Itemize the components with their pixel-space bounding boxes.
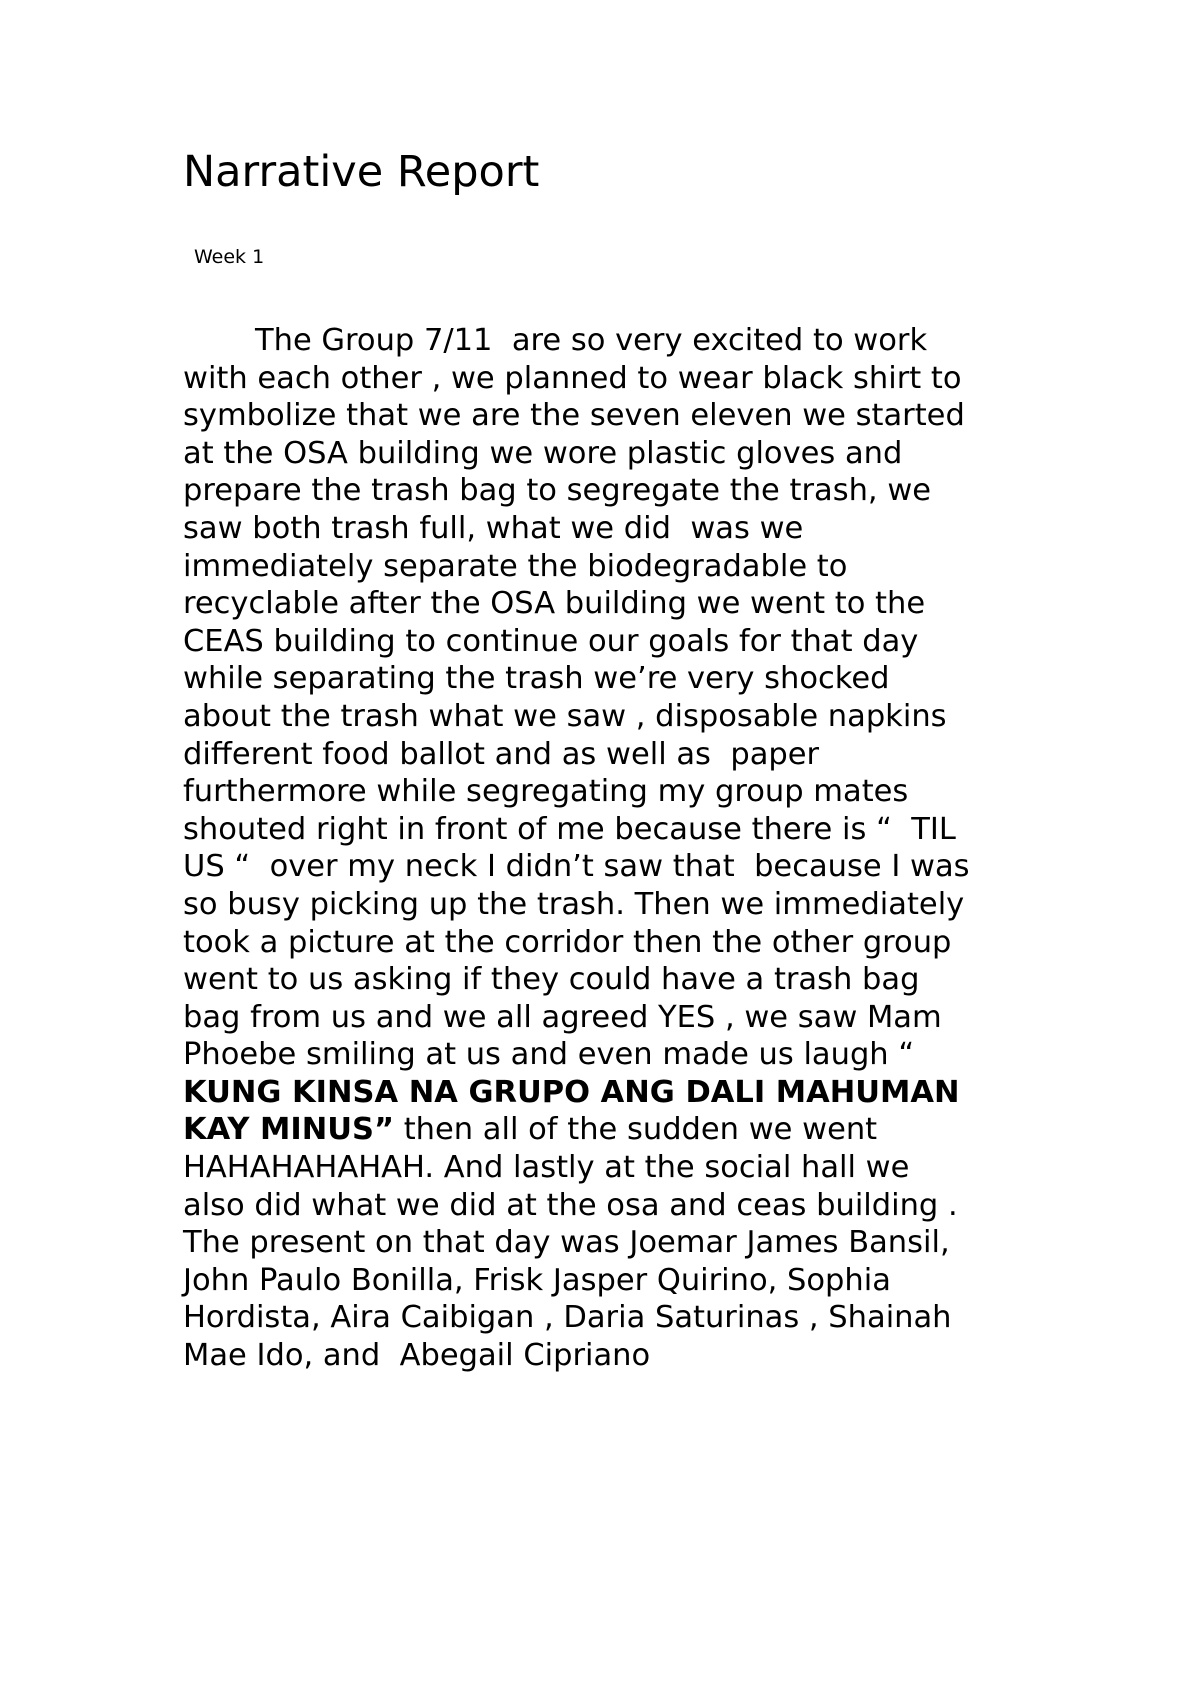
paragraph-line: furthermore while segregating my group mates [183, 774, 909, 810]
paragraph-line: Phoebe smiling at us and even made us laugh “ [183, 1037, 915, 1073]
paragraph-line [183, 1111, 1043, 1149]
paragraph-line: CEAS building to continue our goals for that day [183, 623, 919, 659]
paragraph-line: recyclable after the OSA building we went to the [183, 586, 926, 622]
paragraph-line: took a picture at the corridor then the other group [183, 924, 952, 960]
paragraph-line: immediately separate the biodegradable to [183, 548, 848, 584]
line-text: The Group 7/11 are so very excited to work [255, 323, 928, 358]
paragraph-line: John Paulo Bonilla, Frisk Jasper Quirino, Sophia [183, 1262, 891, 1298]
bold-quote-end: KAY MINUS” [183, 1112, 395, 1148]
bold-quote-line: KUNG KINSA NA GRUPO ANG DALI MAHUMAN [183, 1074, 960, 1110]
paragraph-line: bag from us and we all agreed YES , we saw Mam [183, 999, 942, 1035]
paragraph-line: about the trash what we saw , disposable napkins [183, 698, 947, 734]
paragraph-line: different food ballot and as well as paper [183, 736, 820, 772]
paragraph-line: so busy picking up the trash. Then we immediately [183, 886, 965, 922]
paragraph-line: HAHAHAHAHAH. And lastly at the social hall we [183, 1150, 910, 1186]
paragraph-line: with each other , we planned to wear black shirt to [183, 360, 962, 396]
paragraph-line: at the OSA building we wore plastic gloves and [183, 435, 903, 471]
document-subtitle: Week 1 [194, 246, 265, 268]
paragraph-line: prepare the trash bag to segregate the trash, we [183, 473, 932, 509]
paragraph-line: saw both trash full, what we did was we [183, 510, 804, 546]
paragraph-line: while separating the trash we’re very shocked [183, 661, 890, 697]
paragraph-line: shouted right in front of me because there is “ TIL [183, 811, 956, 847]
paragraph-line: symbolize that we are the seven eleven we started [183, 398, 965, 434]
document-title: Narrative Report [183, 147, 540, 197]
paragraph-line [183, 322, 1043, 360]
narrative-paragraph [183, 322, 1043, 1375]
line-text: then all of the sudden we went [394, 1112, 878, 1148]
paragraph-line: Mae Ido, and Abegail Cipriano [183, 1338, 651, 1374]
paragraph-line: US “ over my neck I didn’t saw that because I was [183, 849, 970, 885]
paragraph-line: went to us asking if they could have a trash bag [183, 962, 920, 998]
paragraph-line: also did what we did at the osa and ceas building . [183, 1187, 958, 1223]
paragraph-line: Hordista, Aira Caibigan , Daria Saturinas , Shainah [183, 1300, 952, 1336]
paragraph-line: The present on that day was Joemar James Bansil, [183, 1225, 950, 1261]
